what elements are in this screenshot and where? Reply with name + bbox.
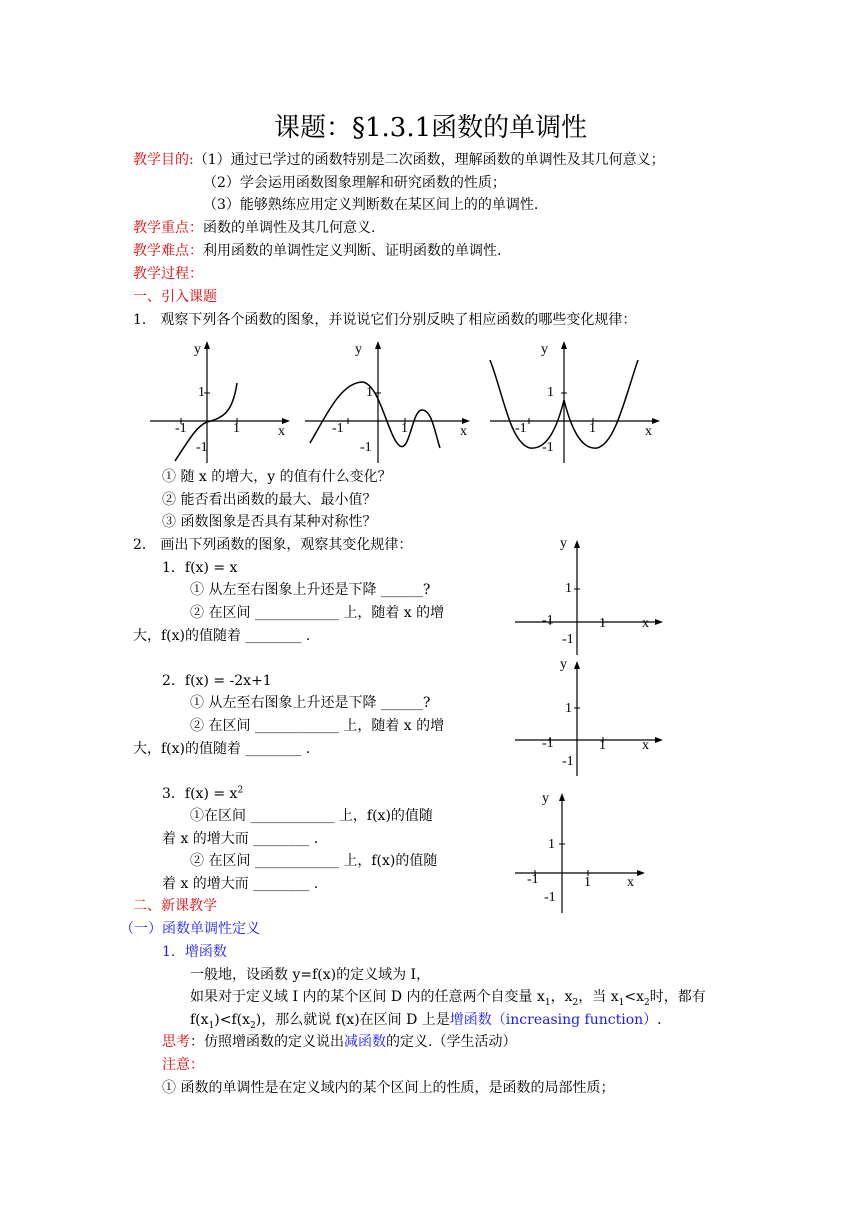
think-line: 思考：仿照增函数的定义说出减函数的定义.（学生活动） [162,1034,517,1050]
f3-b: 着 x 的增大而 ________ . [162,831,319,847]
tick-neg-one-y: -1 [544,890,556,905]
f3-d: 着 x 的增大而 ________ . [162,876,319,892]
tick-neg-one-y: -1 [562,754,574,769]
note-label: 注意： [162,1057,204,1073]
tick-neg-one-y: -1 [196,440,208,455]
objective-2: （2）学会运用函数图象理解和研究函数的性质； [203,175,506,191]
tick-one-x: 1 [584,875,591,890]
axis-x-label: x [642,738,649,753]
decreasing-function-term: 减函数 [344,1034,386,1050]
definition-line-3: $f(x_1)<f(x_2)$，那么就说 f(x)在区间 D 上是增函数（increasing function）. [190,1012,662,1031]
objective-3: （3）能够熟练应用定义判断数在某区间上的的单调性. [203,197,539,213]
f1-label: 1．f(x) = x [162,560,238,576]
graph-cubic [145,338,295,463]
axis-x-label: x [642,616,649,631]
page-title: 课题：§1.3.1函数的单调性 [274,113,588,143]
tick-one-x: 1 [589,421,596,436]
think-label: 思考 [162,1034,190,1050]
section1-heading: 一、引入课题 [133,289,217,305]
increasing-function-term: 增函数（increasing function） [449,1012,658,1028]
tick-one-y: 1 [548,837,555,852]
f2-b: ② 在区间 ____________ 上，随着 x 的增 [190,718,445,734]
axis-y-label: y [542,791,549,806]
sub-question-3: ③ 函数图象是否具有某种对称性？ [162,514,377,530]
question-1: 1． 观察下列各个函数的图象，并说说它们分别反映了相应函数的哪些变化规律： [133,312,637,328]
axis-x-label: x [627,875,634,890]
tick-neg-one-y: -1 [360,440,372,455]
difficulties-line: 教学难点：利用函数的单调性定义判断、证明函数的单调性. [133,243,502,259]
difficulties-text: 利用函数的单调性定义判断、证明函数的单调性. [203,243,502,259]
objectives-line-1: 教学目的:（1）通过已学过的函数特别是二次函数，理解函数的单调性及其几何意义； [133,152,665,168]
question-2: 2． 画出下列函数的图象，观察其变化规律： [133,537,413,553]
tick-one-y: 1 [366,385,373,400]
axis-y-label: y [560,536,567,551]
axis-x-label: x [278,424,285,439]
note-1: ① 函数的单调性是在定义域内的某个区间上的性质，是函数的局部性质； [162,1080,615,1096]
objectives-label: 教学目的 [133,152,189,168]
tick-one-x: 1 [233,421,240,436]
tick-neg-one-y: -1 [562,632,574,647]
graph-w-shape [485,338,665,463]
tick-one-y: 1 [547,385,554,400]
tick-neg-one-y: -1 [542,440,554,455]
tick-neg-one-x: -1 [332,421,344,436]
tick-one-y: 1 [565,581,572,596]
f3-c: ② 在区间 ____________ 上，f(x)的值随 [190,853,438,869]
key-points-text: 函数的单调性及其几何意义. [203,220,376,236]
axis-y-label: y [541,342,548,357]
process-label: 教学过程： [133,266,203,282]
f1-b: ② 在区间 ____________ 上，随着 x 的增 [190,605,445,621]
f2-c: 大，f(x)的值随着 ________ . [133,741,311,757]
tick-one-y: 1 [198,385,205,400]
sub-question-2: ② 能否看出函数的最大、最小值？ [162,492,377,508]
tick-one-x: 1 [599,616,606,631]
difficulties-label: 教学难点 [133,243,189,259]
definition-line-2: 如果对于定义域 I 内的某个区间 D 内的任意两个自变量 $x_1$，$x_2$，当 $x_1<x_2$时，都有 [190,989,706,1008]
section2-subheading: （一）函数单调性定义 [120,921,260,937]
tick-neg-one-x: -1 [527,872,539,887]
key-points-label: 教学重点 [133,220,189,236]
section2-heading: 二、新课教学 [133,898,217,914]
blank-axes-1 [510,535,670,655]
axis-y-label: y [560,657,567,672]
tick-one-x: 1 [401,421,408,436]
blank-axes-2 [510,658,670,778]
tick-neg-one-x: -1 [175,421,187,436]
axis-y-label: y [355,342,362,357]
tick-one-x: 1 [599,738,606,753]
tick-neg-one-x: -1 [542,613,554,628]
f2-label: 2．f(x) = -2x+1 [162,673,272,689]
blank-axes-3 [510,790,660,915]
axis-x-label: x [645,424,652,439]
definition-line-1: 一般地，设函数 y=f(x)的定义域为 I， [190,967,431,983]
tick-one-y: 1 [565,701,572,716]
sub-question-1: ① 随 x 的增大，y 的值有什么变化？ [162,469,392,485]
f1-a: ① 从左至右图象上升还是下降 ______? [190,582,431,598]
axis-y-label: y [194,342,201,357]
graph-wave [300,338,475,463]
axis-x-label: x [460,424,467,439]
tick-neg-one-x: -1 [515,421,527,436]
increasing-function-item: 1．增函数 [162,944,227,960]
f3-a: ①在区间 ____________ 上，f(x)的值随 [190,808,433,824]
tick-neg-one-x: -1 [542,736,554,751]
f1-c: 大，f(x)的值随着 ________ . [133,628,311,644]
key-points-line: 教学重点：函数的单调性及其几何意义. [133,220,376,236]
f3-label: 3．$f(x) = x^2$ [162,785,244,802]
f2-a: ① 从左至右图象上升还是下降 ______? [190,695,431,711]
objective-1: （1）通过已学过的函数特别是二次函数，理解函数的单调性及其几何意义； [193,152,665,168]
